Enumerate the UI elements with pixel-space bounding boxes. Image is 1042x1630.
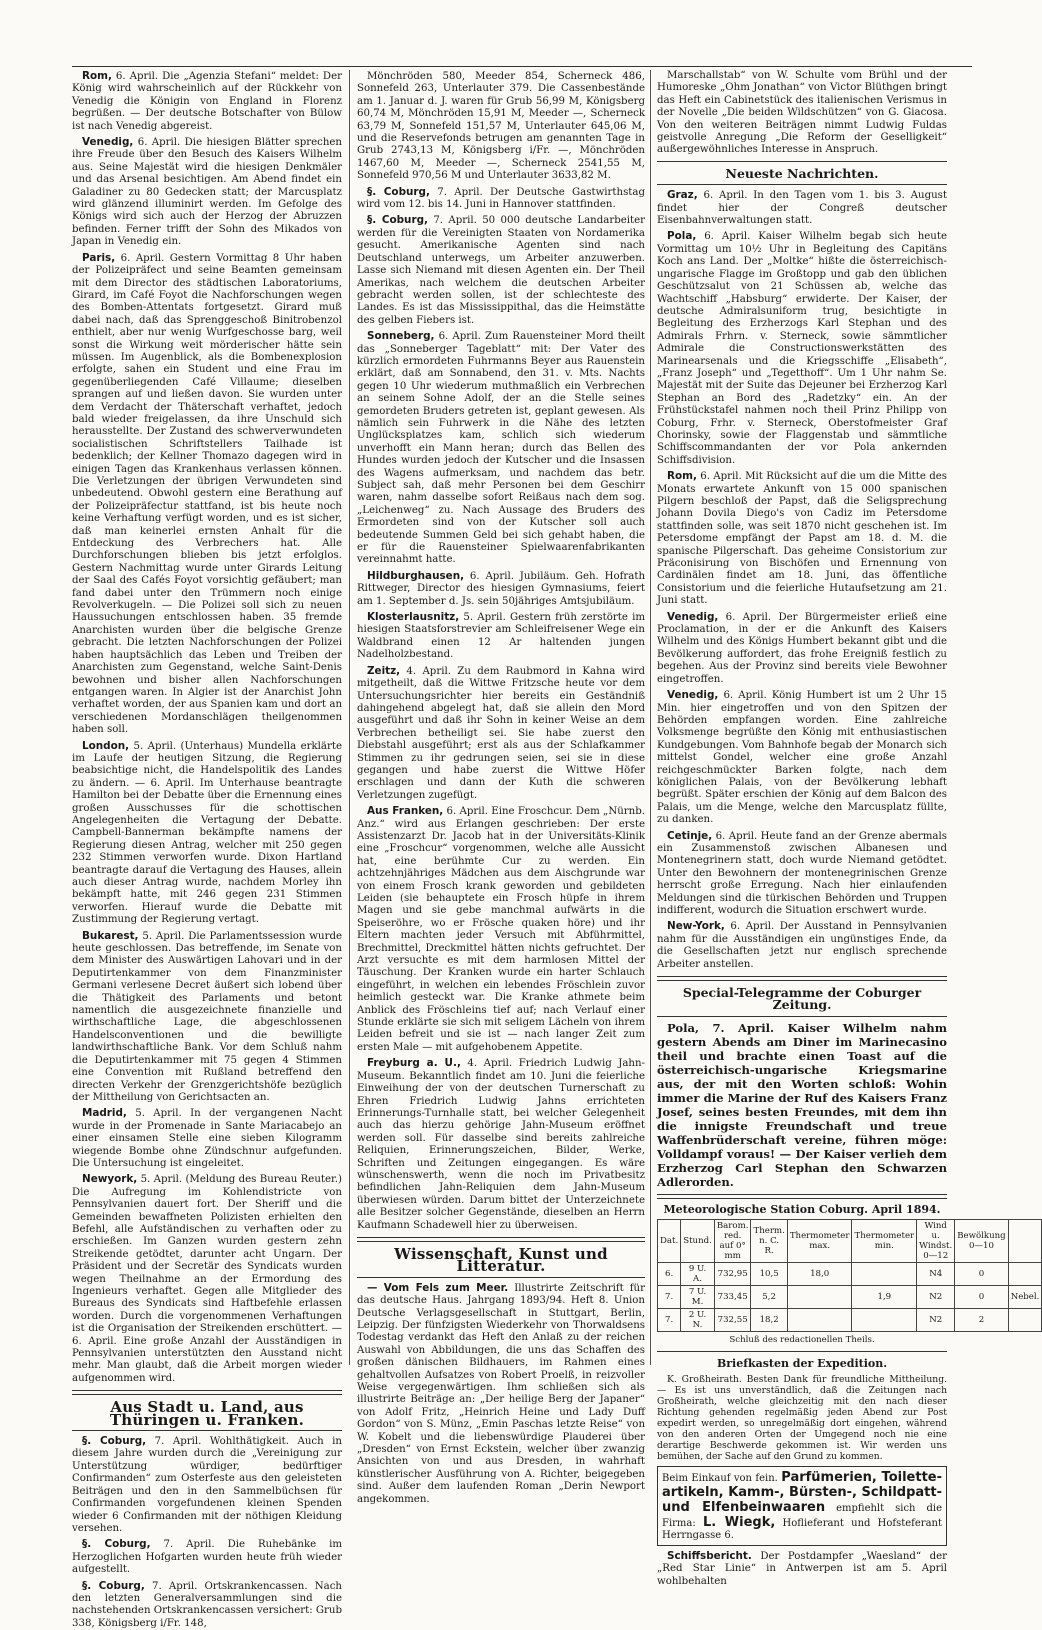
weather-table-header (658, 1220, 1042, 1263)
weather-cell: 733,45 (714, 1286, 751, 1309)
weather-cell: 18,2 (751, 1309, 787, 1332)
dateline: §. Coburg, (82, 1435, 147, 1448)
table-row (658, 1309, 1042, 1332)
table-row (658, 1263, 1042, 1286)
weather-header-cell: Wind u. Windst. 0—12 (917, 1220, 955, 1263)
section-rule (657, 976, 947, 981)
end-note: Schluß des redactionellen Theils. (729, 1335, 875, 1346)
news-item (72, 1107, 342, 1170)
weather-cell: N4 (917, 1263, 955, 1286)
news-item (657, 611, 947, 686)
dateline: Venedig, (82, 136, 134, 149)
top-rule (72, 66, 972, 67)
weather-cell: 7. (658, 1286, 681, 1309)
weather-header-cell: Bewölkung 0—10 (955, 1220, 1008, 1263)
section-title: Wissenschaft, Kunst und Litteratur. (394, 1244, 608, 1276)
section-rule (657, 184, 947, 185)
news-text: 6. April. Heute fand an der Grenze abermals ein Zusammenstoß zwischen Albanesen und Montenegrinern statt, doch wurde Niemand getödtet. Unter den Bewohnern der montenegrinischen Grenze herrscht große Erregung. Nach hier einlaufenden Meldungen sind die türkischen Behörden und Truppen indifferent, wodurch die Situation erschwert wurde. (657, 830, 947, 916)
news-text: 6. April. Eine Froschcur. Dem „Nürnb. Anz.“ wird aus Erlangen geschrieben: Der erste Assistenzarzt Dr. Jacob hat in der Universitäts-Klinik eine „Froschcur“ vorgenommen, welche alle Aussicht hat, eine berühmte Cur zu werden. Ein achtzehnjähriges Mädchen aus dem Aischgrunde war von einem Frosch krank geworden und gebildeten Leiden (sie behauptete ein Frosch hüpfe in ihrem Magen und sie gebe manchmal aufwärts in die Speiseröhre, wo er Frösche quaken höre) und ihr Eltern machten jeder Versuch mit Abführmittel, Brechmittel, Dreckmittel hätten nichts gefruchtet. Der Arzt versuchte es mit dem harmlosen Mittel der Täuschung. Der Kranken wurde ein harter Schlauch eingeführt, in welchen ein lebendes Fröschlein zuvor heimlich gesteckt war. Die Kranke athmete beim Anblick des Fröschleins tief auf; nach Verlauf einer Stunde erklärte sie sich mit seligem Lächeln von ihrem Leiden befreit und sie ist — nach langer Zeit zum ersten Male — mit aufgehobenem Appetite. (357, 806, 645, 1053)
news-item (72, 930, 342, 1105)
news-item (657, 470, 947, 607)
weather-cell (1008, 1263, 1042, 1286)
special-telegram-text: Pola, 7. April. Kaiser Wilhelm nahm gestern Abends am Diner im Marinecasino theil und brachte einen Toast auf die österreichisch-ungarische Kriegsmarine aus, der mit den Worten schloß: Wohin immer die Marine der Ruf des Kaisers Franz Josef, seines besten Freundes, mit dem ihn die innigste Freundschaft und treue Waffenbrüderschaft vereine, führen möge: Volldampf voraus! — Der Kaiser verlieh dem Erzherzog Carl Stephan den Schwarzen Adlerorden. (657, 1020, 947, 1189)
news-text: 4. April. Zu dem Raubmord in Kahna wird mitgetheilt, daß die Wittwe Fritzsche heute vor dem Untersuchungsrichter hier bereits ein Geständniß dahingehend abgelegt hat, daß sie allein den Mord ausgeführt und daß ihr Sohn in keiner Weise an dem Verbrechen betheiligt sei. Sie habe zuerst den Diebstahl ausgeführt; erst als aus der Schlafkammer Stimmen zu ihr gedrungen seien, sei sie in diese gegangen und habe zuerst die Wittwe Höfer erschlagen und dann der Kuth die schweren Verletzungen zugefügt. (357, 665, 645, 801)
news-item (357, 665, 645, 802)
news-item (72, 1538, 342, 1576)
section-rule (657, 1351, 947, 1352)
weather-cell: 7. (658, 1309, 681, 1332)
weather-cell (1008, 1309, 1042, 1332)
weather-cell: 0 (955, 1286, 1008, 1309)
section-rule (357, 1237, 645, 1242)
weather-header-cell (1008, 1220, 1042, 1263)
news-item (72, 1173, 342, 1385)
news-text: 6. April. Die „Agenzia Stefani“ meldet: Der König wird wahrscheinlich auf der Rückkehr von Venedig die Königin von England in Florenz begrüßen. — Der deutsche Botschafter von Bülow ist nach Venedig abgereist. (72, 71, 342, 132)
weather-header-cell: Therm. n. C. R. (751, 1220, 787, 1263)
weather-cell (787, 1309, 852, 1332)
ad-products: Parfümerien, Toilette-artikeln, Kamm-, Bürsten-, Schildpatt- und Elfenbeinwaaren (662, 1470, 943, 1516)
weather-cell (787, 1286, 852, 1309)
dateline: Hildburghausen, (367, 569, 465, 582)
news-text: 7. April. Wohlthätigkeit. Auch in diesem Jahre wurden durch die „Vereinigung zur Unterstützung würdiger, bedürftiger Confirmanden“ zum Osterfeste aus den geleisteten Beiträgen und den in den Sammelbüchsen für Confirmanden vorgefundenen kleinen Spenden wieder 6 Confirmanden mit der nöthigen Kleidung versehen. (72, 1436, 342, 1534)
news-item (657, 920, 947, 971)
news-text: 5. April. Gestern früh zerstörte im hiesigen Staatsforstrevier am Schleifreisener Wege ein Waldbrand einen 12 Ar haltenden jungen Nadelholzbestand. (357, 612, 645, 661)
news-text: 6. April. Der Ausstand in Pennsylvanien nahm für die Ausständigen ein ungünstiges Ende, da die Gesellschaften jetzt nur englisch sprechende Arbeiter anstellen. (657, 921, 947, 970)
news-item (72, 252, 342, 737)
continued-text: Marschallstab“ von W. Schulte vom Brühl und der Humoreske „Ohm Jonathan“ von Victor Blüthgen bringt das Heft ein Cabinetstück des italienischen Verismus in der Novelle „Die beiden Wildschützen“ von G. Giacosa. Von den weiteren Beiträgen nimmt Ludwig Fuldas geistvolle Anregung „Die Reform der Geselligkeit“ außergewöhnliches Interesse in Anspruch. (657, 70, 947, 156)
column-2 (357, 70, 645, 1505)
news-text: 7. April. Die Ruhebänke im Herzoglichen Hofgarten wurden heute früh wieder aufgestellt. (72, 1539, 342, 1576)
section-rule (657, 1016, 947, 1017)
news-item (657, 689, 947, 826)
weather-cell: 2 (955, 1309, 1008, 1332)
weather-cell: 1,9 (852, 1286, 917, 1309)
news-item (657, 830, 947, 918)
weather-table (657, 1219, 1042, 1332)
dateline: Cetinje, (667, 829, 713, 842)
letterbox-title: Briefkasten der Expedition. (716, 1356, 888, 1370)
local-news-paragraphs (72, 1435, 342, 1630)
dateline: Aus Franken, (367, 805, 444, 818)
section-title: Neueste Nachrichten. (725, 165, 879, 181)
news-text: 6. April. König Humbert ist um 2 Uhr 15 Min. hier eingetroffen und von den Spitzen der Behörden empfangen worden. Eine zahlreiche Volksmenge begrüßte den König mit enthusiastischen Kundgebungen. Vom Bahnhofe begab der Monarch sich mittelst Gondel, welcher eine große Anzahl reichgeschmückter Barken folgte, nach dem königlichen Palais, von der Bevölkerung lebhaft begrüßt. Später erschien der König auf dem Balcon des Palais, um die Menge, welche den Marcusplatz füllte, zu danken. (657, 690, 947, 826)
news-item (657, 230, 947, 467)
news-text: 6. April. Jubiläum. Geh. Hofrath Rittweger, Director des hiesigen Gymnasiums, feiert am 1. September d. Js. sein 50jähriges Amtsjubiläum. (357, 570, 645, 607)
advertisement (657, 1466, 947, 1546)
news-item (72, 740, 342, 927)
dateline: Sonneberg, (367, 330, 435, 343)
dateline: Bukarest, (82, 929, 139, 942)
section-rule (357, 1277, 645, 1278)
news-item (357, 805, 645, 1054)
dateline: Pola, (667, 230, 697, 243)
weather-cell (852, 1263, 917, 1286)
news-item (72, 1435, 342, 1535)
weather-header-cell: Barom. red. auf 0° mm (714, 1220, 751, 1263)
ship-report (657, 1550, 947, 1588)
weather-header-cell: Thermometer min. (852, 1220, 917, 1263)
news-item (657, 189, 947, 227)
column-1 (72, 70, 342, 1629)
news-text: 6. April. Die hiesigen Blätter sprechen ihre Freude über den Besuch des Kaisers Wilhelm aus. Seine Majestät wird die hiesigen Denkmäler und das Arsenal besichtigen. Am Abend findet ein Galadiner zu 80 Gedecken statt; der Marcusplatz wird glänzend illuminirt werden. Im Gefolge des Königs wird sich auch der Herzog der Abruzzen befinden. Ferner trifft der Sohn des Mikados von Japan in Venedig ein. (72, 137, 342, 248)
dateline: Venedig, (667, 689, 719, 702)
dateline: Rom, (667, 470, 697, 483)
letterbox-text: K. Großheirath. Besten Dank für freundliche Mittheilung. — Es ist uns unverständlich, daß die Zeitungen nach Großheirath, welche gleichzeitig mit den nach dieser Richtung gehenden regelmäßig jeden Abend zur Post expedirt werden, so unregelmäßig dort eingehen, während von den anderen Orten der Umgegend noch nie eine derartige Beschwerde gekommen ist. Wir werden uns bemühen, der Sache auf den Grund zu kommen. (657, 1374, 947, 1463)
news-item (357, 70, 645, 183)
news-text: 7. April. Ortskrankencassen. Nach den letzten Generalversammlungen sind die nachstehenden Ortskrankencassen versichert: Grub 338, Königsberg i/Fr. 148, (72, 1580, 342, 1629)
dateline: Paris, (82, 251, 116, 264)
ad-intro: Beim Einkauf von fein. (662, 1473, 778, 1485)
column-divider (650, 70, 651, 1365)
news-text: Illustrirte Zeitschrift für das deutsche Haus. Jahrgang 1893/94. Heft 8. Union Deutsche Verlagsgesellschaft in Stuttgart, Berlin, Leipzig. Der fünfzigsten Wiederkehr von Thorwaldsens Todestag verdankt das Heft den Anlaß zu der reichen Auswahl von Abbildungen, die uns das Schaffen des großen dänischen Bildhauers, im Rahmen eines gehaltvollen Aufsatzes von Robert Proelß, in reizvoller Weise vergegenwärtigen. Ihm schließen sich als illustrirte Beiträge an: „Der heilige Berg der Japaner“ von Adolf Fritz, „Heinrich Heine und Lady Duff Gordon“ von S. Münz, „Emin Paschas letzte Reise“ von W. Kobelt und die liebenswürdige Plauderei über „Dresden“ von Ernst Eckstein, welcher über zwanzig Ansichten von und aus Dresden, in wahrhaft künstlerischer Ausführung von A. Richter, beigegeben sind. Außer dem laufenden Roman „Derin Newport angekommen. (357, 1282, 645, 1505)
ad-address: Hoflieferant und Hofsteferant Herrngasse 6. (662, 1518, 942, 1542)
section-rule (657, 1194, 947, 1199)
literature-paragraphs (357, 1282, 645, 1506)
column-divider (349, 70, 350, 1365)
news-item (72, 70, 342, 133)
dateline: §. Coburg, (82, 1538, 151, 1551)
news-text: 6. April. Mit Rücksicht auf die um die Mitte des Monats erwartete Ankunft von 15 000 spanischen Pilgern beschloß der Papst, daß die Seligsprechung Johann Dovila Diego's von Cadiz im Petersdome stattfinden solle, was seit 1870 nicht geschehen ist. Im Petersdome empfängt der Papst am 18. d. M. die spanische Pilgerschaft. Das geheime Consistorium zur Präconisirung von Bischöfen und Ernennung von Cardinälen findet am 18. Juni, das öffentliche Consistorium und die feierliche Hutaufsetzung am 21. Juni statt. (657, 471, 947, 607)
dateline: §. Coburg, (367, 185, 430, 198)
news-text: 7. April. 50 000 deutsche Landarbeiter werden für die Vereinigten Staaten von Nordamerika gesucht. Amerikanische Agenten sind nach Deutschland unterwegs, um Arbeiter anzuwerben. Lasse sich Niemand mit diesen Agenten ein. Der Theil Amerikas, nach welchem die deutschen Arbeiter gebracht werden sollen, ist der schlechteste des Landes. Es ist das Mississippithal, das die Heimstätte des gelben Fiebers ist. (357, 215, 645, 326)
news-paragraphs (72, 70, 342, 1385)
dateline: §. Coburg, (82, 1579, 145, 1592)
weather-cell: 18,0 (787, 1263, 852, 1286)
news-item (357, 330, 645, 567)
weather-cell: 0 (955, 1263, 1008, 1286)
dateline: Madrid, (82, 1107, 127, 1120)
ad-firm-name: L. Wiegk, (702, 1515, 776, 1531)
weather-header-cell: Dat. (658, 1220, 681, 1263)
dateline: Freyburg a. U., (367, 1057, 461, 1070)
news-text: 6. April. Kaiser Wilhelm begab sich heute Vormittag um 10½ Uhr in Begleitung des Capitäns Koch ans Land. Der „Moltke“ hißte die österreichisch-ungarische Flagge im Großtopp und gab den üblichen Geschützsalut von 21 Schüssen ab, welche das Wachtschiff „Habsburg“ erwiderte. Der Kaiser, der deutsche Admiralsuniform trug, besichtigte in Begleitung des Erzherzogs Karl Stephan und des Admirals Frhrn. v. Sterneck, sowie sämmtlicher Admirale die Constructionswerkstätten des Marinearsenals und die Kriegsschiffe „Elisabeth“, „Franz Joseph“ und „Tegetthoff“. Um 1 Uhr nahm Se. Majestät mit der Suite das Dejeuner bei Erzherzog Karl Stephan an Bord des „Radetzky“ ein. An der Frühstückstafel nahmen noch theil Prinz Philipp von Coburg, Frhr. v. Sterneck, Oberstofmeister Graf Chorinsky, sowie der Flaggenstab und sämmtliche Schiffscommandanten der vor Pola ankernden Schiffsdivision. (657, 231, 947, 466)
weather-cell: N2 (917, 1309, 955, 1332)
news-text: 6. April. Gestern Vormittag 8 Uhr haben der Polizeipräfect und seine Beamten gemeinsam mit dem Director des städtischen Laboratoriums, Girard, im Café Foyot die Nachforschungen wegen des Bomben-Attentats fortgesetzt. Girard muß dabei nach, daß das Sprenggeschoß Binitrobenzol enthielt, aber nur wenig Wurfgeschosse barg, weil sonst die Wirkung weit mörderischer hätte sein müssen. Im Augenblick, als die Bombenexplosion erfolgte, sahen ein Student und eine Frau im gegenüberliegenden Café Villaume; dieselben sprangen auf und ließen davon. Sie wurden unter dem Verdacht der Thäterschaft verhaftet, jedoch bald wieder freigelassen, da ihre Unschuld sich herausstellte. Der Zustand des schwerverwundeten socialistischen Schriftstellers Tailhade ist bedenklich; der Kellner Thomazo dagegen wird in einigen Tagen das Krankenhaus verlassen können. Die Verletzungen der übrigen Verwundeten sind unbedeutend. Obwohl gestern eine Berathung auf der Polizeipräfectur stattfand, ist bis heute noch keine Verhaftung verfügt worden, und es ist sicher, daß man keinerlei ernsten Anhalt für die Entdeckung des Verbrechers hat. Alle Durchforschungen blieben bis jetzt erfolglos. Gestern Nachmittag wurde unter Girards Leitung der Saal des Cafés Foyot vorsichtig gefäubert; man fand dabei unter den Trümmern noch einige Revolverkugeln. — Die Polizei soll sich zu neuen Haussuchungen entschlossen haben. 35 fremde Anarchisten wurden über die belgische Grenze gebracht. Die letzten Nachforschungen der Polizei haben hauptsächlich das Leben und Treiben der Anarchisten zum Gegenstand, welche Saint-Denis bewohnen und bisher allen Nachforschungen entgangen waren. In Algier ist der Anarchist John verhaftet worden, der aus Spanien kam und dort an verschiedenen Mordanschlägen theilgenommen haben soll. (72, 252, 342, 736)
dateline: New-York, (667, 920, 725, 933)
weather-cell: Nebel. (1008, 1286, 1042, 1309)
weather-cell: 9 U. A. (681, 1263, 715, 1286)
news-text: 6. April. Der Bürgermeister erließ eine Proclamation, in der er die Ankunft des Kaisers Wilhelm und des Königs Humbert bekannt gibt und die Bevölkerung auffordert, das frohe Ereigniß festlich zu begehen. Aus der Provinz sind bereits viele Bewohner eingetroffen. (657, 611, 947, 685)
special-telegram-title: Special-Telegramme der Coburger Zeitung. (682, 985, 922, 1013)
dateline: Newyork, (82, 1173, 138, 1186)
dateline: London, (82, 739, 130, 752)
section-title: Aus Stadt u. Land, aus Thüringen u. Franken. (109, 1398, 305, 1429)
news-text: 6. April. In den Tagen vom 1. bis 3. August findet hier der Congreß deutscher Eisenbahnverwaltungen statt. (657, 190, 947, 227)
weather-cell: 7 U. M. (681, 1286, 715, 1309)
dateline: Klosterlausnitz, (367, 611, 460, 624)
weather-table-body (658, 1263, 1042, 1332)
dateline: Graz, (667, 189, 698, 202)
news-text: 6. April. Zum Rauensteiner Mord theilt das „Sonneberger Tageblatt“ mit: Der Vater des kürzlich ermordeten Fuhrmanns Beyer aus Rauenstein erklärt, daß am Sonnabend, den 31. v. Mts. Nachts gegen 10 Uhr wiederum muthmaßlich ein Verbrechen an seinem Sohne Adolf, der an die Stelle seines gemordeten Bruders getreten ist, geplant gewesen. Als nämlich sein Fuhrwerk in die Nähe des letzten Unglücksplatzes kam, schlich sich wiederum unverhofft ein Mann heran; durch das Bellen des Hundes wurden jedoch der Kutscher und die Insassen des Wagens aufmerksam, und nachdem das betr. Subject sah, daß mehr Personen bei dem Geschirr waren, nahm dasselbe sofort Reißaus nach dem sog. „Leichenweg“ zu. Nach Aussage des Bruders des Ermordeten sind von der Kutscher soll auch bedeutende Summen Geld bei sich gehabt haben, die er für die Rauensteiner Spielwaarenfabrikanten vereinnahmt hatte. (357, 331, 645, 566)
weather-cell: 2 U. N. (681, 1309, 715, 1332)
dateline: Rom, (82, 70, 112, 82)
news-item (357, 214, 645, 327)
news-item (72, 136, 342, 249)
news-item (357, 186, 645, 212)
latest-news-paragraphs (657, 189, 947, 971)
news-text: 4. April. Friedrich Ludwig Jahn-Museum. Bekanntlich findet am 10. Juni die feierliche Einweihung der von der deutschen Turnerschaft zu Ehren Friedrich Ludwig Jahns errichteten Erinnerungs-Turnhalle statt, bei welcher Gelegenheit auch das hierzu gehörige Jahn-Museum eröffnet werden soll. Für dasselbe sind bereits zahlreiche Reliquien, Erinnerungszeichen, Bilder, Werke, Schriften und Zeitungen eingegangen. Es wäre wünschenswerth, wenn die noch im Privatbesitz befindlichen Jahn-Reliquien dem Jahn-Museum überwiesen würden. Darum bittet der Unterzeichnete alle Besitzer solcher Gegenstände, dieselben an Herrn Kaufmann Schadewell hier zu überweisen. (357, 1058, 645, 1231)
section-rule (657, 161, 947, 162)
weather-cell: 6. (658, 1263, 681, 1286)
ship-report-label: Schiffsbericht. (667, 1550, 752, 1563)
ship-report-text: Der Postdampfer „Waesland“ der „Red Star Linie“ in Antwerpen ist am 5. April wohlbehalten (657, 1551, 947, 1587)
weather-cell: 732,55 (714, 1309, 751, 1332)
weather-cell (852, 1309, 917, 1332)
dateline: — Vom Fels zum Meer. (367, 1281, 509, 1294)
ad-mid: empfiehlt sich die Firma: (662, 1503, 943, 1530)
news-text: 5. April. (Unterhaus) Mundella erklärte im Laufe der heutigen Sitzung, die Regierung beabsichtige nicht, die Handelspolitik des Landes zu ändern. — 6. April. Im Unterhause beantragte Hamilton bei der Debatte über die Ernennung eines großen Ausschusses für die schottischen Angelegenheiten die Vertagung der Debatte. Campbell-Bannerman bekämpfte namens der Regierung diesen Antrag, welcher mit 250 gegen 232 Stimmen verworfen wurde. Dixon Hartland beantragte darauf die Vertagung des Hauses, allein auch dieser Antrag wurde, nachdem Morley ihn bekämpft hatte, mit 246 gegen 231 Stimmen verworfen. Hierauf wurde die Debatte mit Zustimmung der Regierung vertagt. (72, 740, 342, 926)
dateline: Venedig, (667, 610, 719, 623)
news-item (357, 1282, 645, 1506)
news-text: 5. April. (Meldung des Bureau Reuter.) Die Aufregung im Kohlendistricte von Pennsylvanien dauert fort. Der Sheriff und die Gemeinden bewaffneten Polizisten erhielten den Befehl, alle Aufständischen zu verhaften oder zu erschießen. Im Ganzen wurden gestern zehn Streikende getödtet, darunter acht Ungarn. Der Präsident und der Secretär des Syndicats wurden wegen Theilnahme an der Ermordung des Ingenieurs verhaftet. Gegen alle Mitglieder des Bureaus des Syndicats sind Haftbefehle erlassen worden. Durch die vorgenommenen Verhaftungen ist die Organisation der Streikenden erschüttert. — 6. April. Eine große Anzahl der Ausständigen in Pennsylvanien unterstützten den Ausstand nicht mehr. Man glaubt, daß die Arbeit morgen wieder aufgenommen wird. (72, 1174, 342, 1384)
weather-table-title: Meteorologische Station Coburg. April 1894. (663, 1202, 941, 1216)
news-text: Mönchröden 580, Meeder 854, Scherneck 486, Sonnefeld 263, Unterlauter 379. Die Cassenbestände am 1. Januar d. J. waren für Grub 56,99 M, Königsberg 60,74 M, Mönchröden 15,91 M, Meeder —, Scherneck 63,79 M, Sonnefeld 151,57 M, Unterlauter 645,06 M, und die Reservefonds betrugen am genannten Tage in Grub 2743,13 M, Königsberg i/Fr. —, Mönchröden 1467,60 M, Meeder —, Scherneck 2541,55 M, Sonnefeld 970,56 M und Unterlauter 3633,82 M. (357, 71, 645, 182)
section-rule (72, 1430, 342, 1431)
news-item (357, 611, 645, 662)
weather-cell: 5,2 (751, 1286, 787, 1309)
news-item (357, 1057, 645, 1232)
news-item (357, 570, 645, 608)
table-row (658, 1286, 1042, 1309)
news-paragraphs (357, 70, 645, 1232)
dateline: Zeitz, (367, 664, 401, 677)
news-text: 5. April. In der vergangenen Nacht wurde in der Promenade in Sante Mariacabejo an einer einsamen Stelle eine sieben Kilogramm wiegende Bombe ohne Zündschnur aufgefunden. Die Untersuchung ist eingeleitet. (72, 1108, 342, 1169)
news-item (72, 1580, 342, 1630)
weather-header-cell: Stund. (681, 1220, 715, 1263)
column-3 (657, 70, 1040, 1587)
weather-cell: 10,5 (751, 1263, 787, 1286)
weather-cell: N2 (917, 1286, 955, 1309)
dateline: §. Coburg, (367, 214, 428, 227)
section-rule (72, 1390, 342, 1395)
news-text: 5. April. Die Parlamentssession wurde heute geschlossen. Das betreffende, im Senate von dem Minister des Auswärtigen Lahovari und in der Deputirtenkammer von dem Finanzminister Germani verlesene Decret äußert sich lobend über die Thätigkeit des Parlaments und betont namentlich die ausgezeichnete finanzielle und wirthschaftliche Lage, die abgeschlossenen Handelsconventionen und die bewilligte landwirthschaftliche Bank. Vor dem Schluß nahm die Deputirtenkammer mit 75 gegen 4 Stimmen eine Convention mit Rußland betreffend den directen Verkehr der Grenzgerichtshöfe bezüglich der Mittheilung von Gerichtsacten an. (72, 930, 342, 1103)
weather-header-cell: Thermometer max. (787, 1220, 852, 1263)
weather-cell: 732,95 (714, 1263, 751, 1286)
news-text: 7. April. Der Deutsche Gastwirthstag wird vom 12. bis 14. Juni in Hannover stattfinden. (357, 186, 645, 211)
